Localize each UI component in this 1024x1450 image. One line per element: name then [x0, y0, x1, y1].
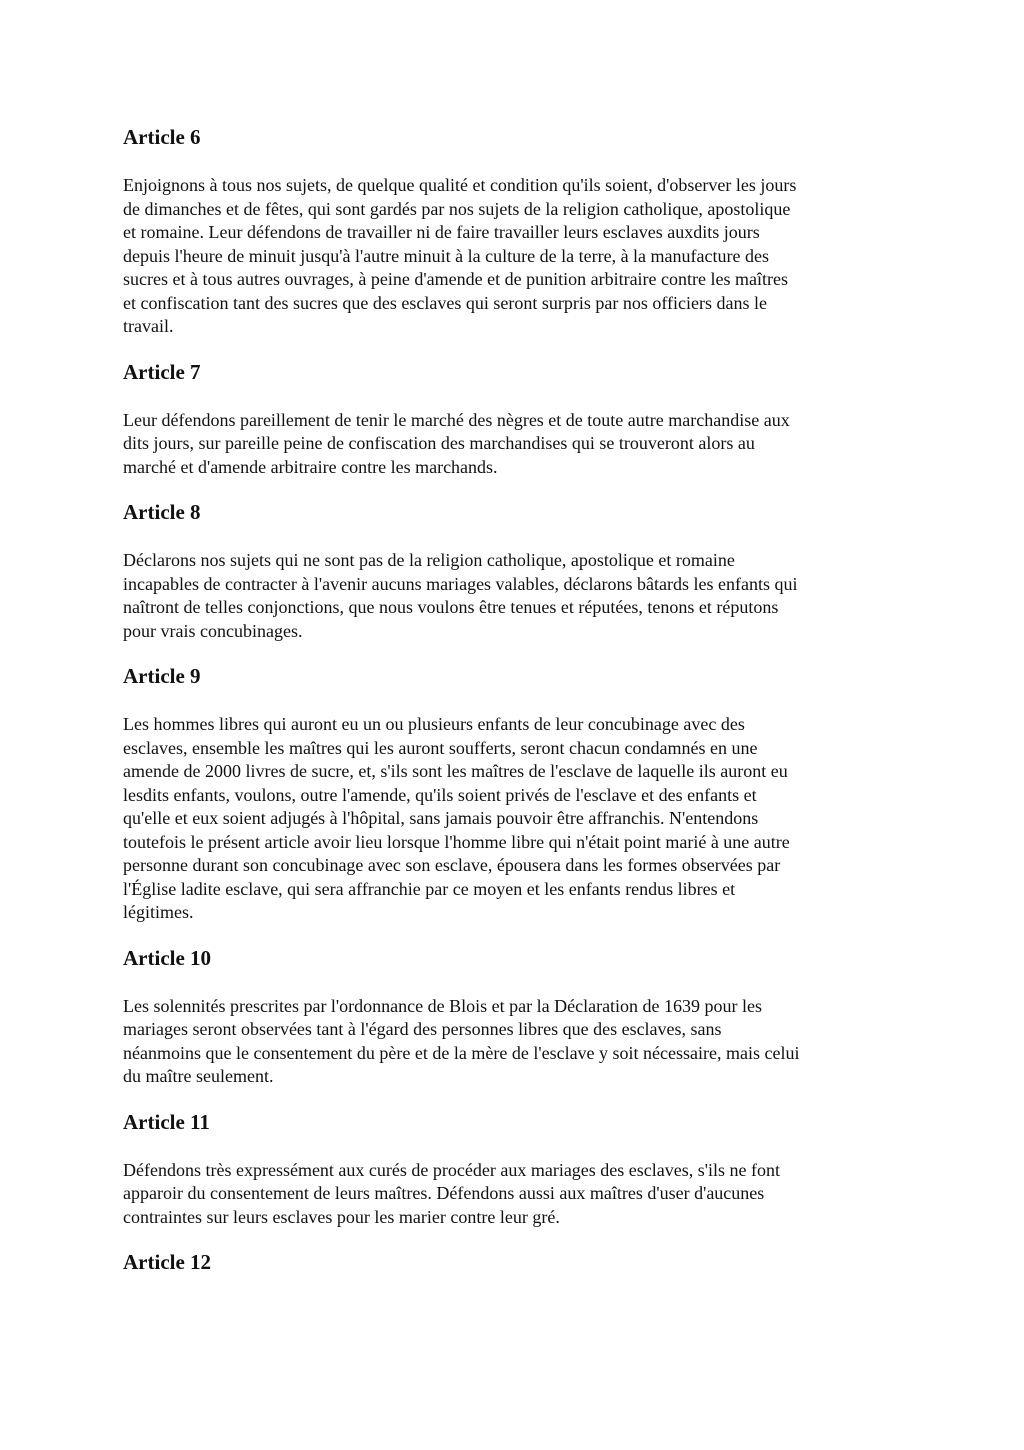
article-9 — [123, 663, 913, 925]
article-body: Déclarons nos sujets qui ne sont pas de la religion catholique, apostolique et romaine incapables de contracter à l'avenir aucuns mariages valables, déclarons bâtards les enfants qui naîtront de telles conjonctions, que nous voulons être tenues et réputées, tenons et réputons pour vrais concubinages. — [123, 550, 798, 641]
document-page — [123, 110, 913, 1299]
article-body: Leur défendons pareillement de tenir le marché des nègres et de toute autre marchandise aux dits jours, sur pareille peine de confiscation des marchandises qui se trouveront alors au marché et d'amende arbitraire contre les marchands. — [123, 409, 790, 477]
article-11 — [123, 1109, 913, 1230]
article-heading: Article 11 — [123, 1109, 210, 1134]
article-6 — [123, 124, 913, 339]
article-heading: Article 6 — [123, 125, 201, 149]
article-heading: Article 8 — [123, 500, 201, 524]
article-heading: Article 10 — [123, 945, 212, 970]
article-7 — [123, 359, 913, 480]
article-12 — [123, 1249, 913, 1275]
article-body: Les hommes libres qui auront eu un ou plusieurs enfants de leur concubinage avec des esclaves, ensemble les maîtres qui les auront soufferts, seront chacun condamnés en une amende de 2000 livres de sucre, et, s'ils sont les maîtres de l'esclave de laquelle ils auront eu lesdits enfants, voulons, outre l'amende, qu'ils soient privés de l'esclave et des enfants et qu'elle et eux soient adjugés à l'hôpital, sans jamais pouvoir être affranchis. N'entendons toutefois le présent article avoir lieu lorsque l'homme libre qui n'était point marié à une autre personne durant son concubinage avec son esclave, épousera dans les formes observées par l'Église ladite esclave, qui sera affranchie par ce moyen et les enfants rendus libres et légitimes. — [123, 714, 790, 922]
article-body: Enjoignons à tous nos sujets, de quelque qualité et condition qu'ils soient, d'observer les jours de dimanches et de fêtes, qui sont gardés par nos sujets de la religion catholique, apostolique et romaine. Leur défendons de travailler ni de faire travailler leurs esclaves auxdits jours depuis l'heure de minuit jusqu'à l'autre minuit à la culture de la terre, à la manufacture des sucres et à tous autres ouvrages, à peine d'amende et de punition arbitraire contre les maîtres et confiscation tant des sucres que des esclaves qui seront surpris par nos officiers dans le travail. — [123, 175, 797, 336]
article-heading: Article 7 — [123, 359, 201, 384]
article-heading: Article 12 — [123, 1250, 212, 1274]
article-body: Les solennités prescrites par l'ordonnance de Blois et par la Déclaration de 1639 pour les mariages seront observées tant à l'égard des personnes libres que des esclaves, sans néanmoins que le consentement du père et de la mère de l'esclave y soit nécessaire, mais celui du maître seulement. — [123, 995, 800, 1086]
article-10 — [123, 945, 913, 1089]
article-body: Défendons très expressément aux curés de procéder aux mariages des esclaves, s'ils ne font apparoir du consentement de leurs maîtres. Défendons aussi aux maîtres d'user d'aucunes contraintes sur leurs esclaves pour les marier contre leur gré. — [123, 1159, 780, 1227]
article-8 — [123, 499, 913, 643]
article-heading: Article 9 — [123, 664, 201, 688]
